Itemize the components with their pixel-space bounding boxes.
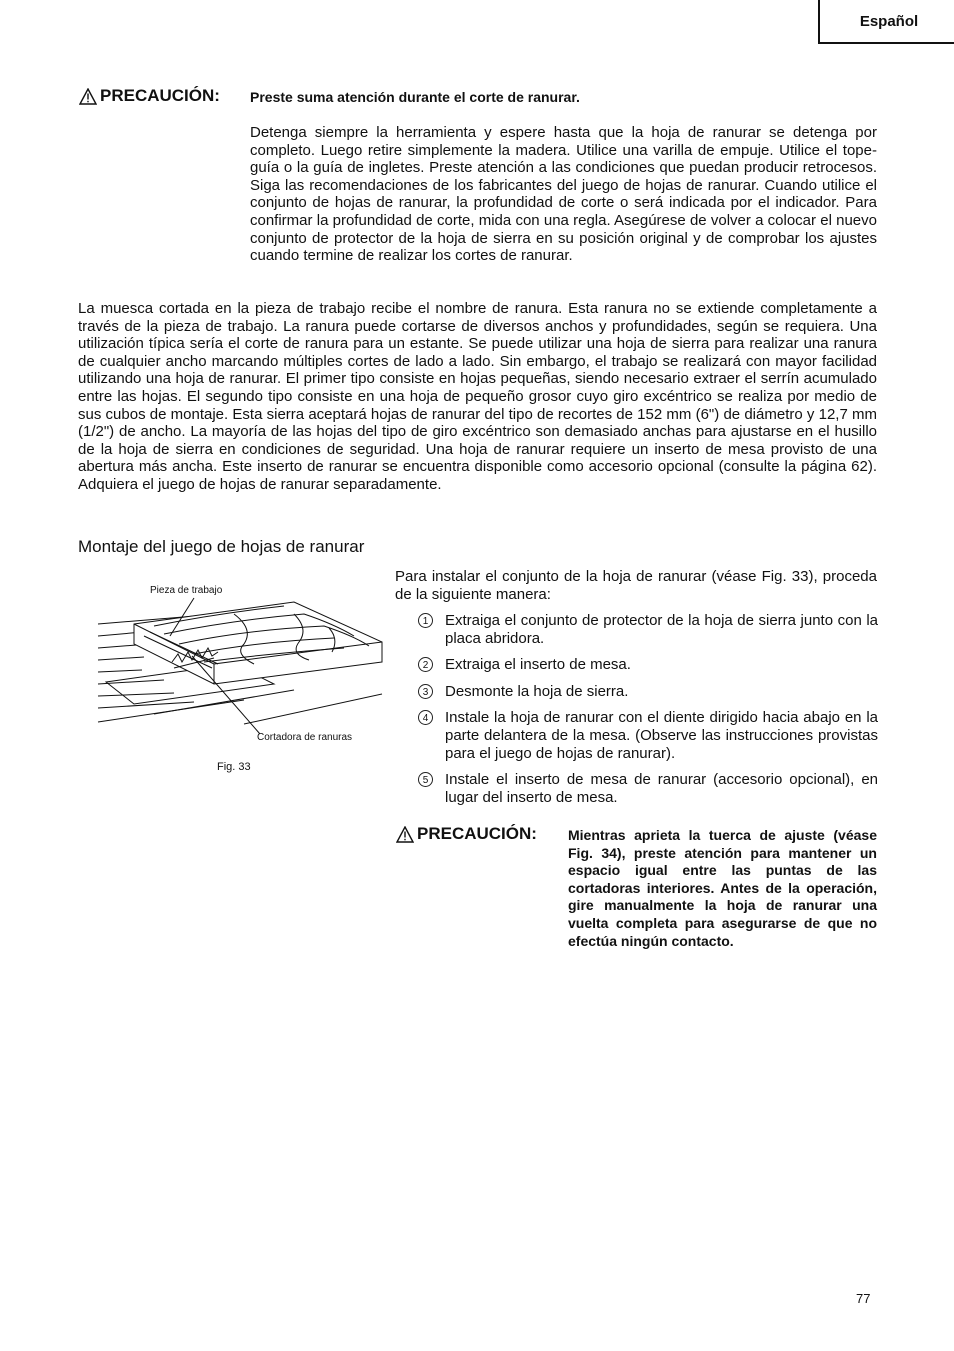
step-text: Instale la hoja de ranurar con el diente dirigido hacia abajo en la parte delantera de la mesa. (Observe las instrucciones provistas para el juego de hojas de ranurar). bbox=[445, 709, 878, 762]
label-workpiece: Pieza de trabajo bbox=[150, 585, 223, 596]
dado-cut-illustration bbox=[94, 584, 386, 754]
warning-icon bbox=[79, 88, 97, 105]
list-item bbox=[418, 771, 878, 806]
caution-heading bbox=[79, 86, 220, 106]
step-text: Extraiga el inserto de mesa. bbox=[445, 656, 631, 674]
step-number: 2 bbox=[418, 657, 433, 672]
list-item bbox=[418, 656, 878, 674]
caution-label: PRECAUCIÓN: bbox=[100, 86, 220, 105]
section-title: Montaje del juego de hojas de ranurar bbox=[78, 537, 365, 556]
page-number: 77 bbox=[856, 1291, 871, 1306]
section-lead: Para instalar el conjunto de la hoja de ranurar (véase Fig. 33), proceda de la siguiente manera: bbox=[395, 568, 877, 603]
figure-caption: Fig. 33 bbox=[217, 761, 251, 773]
step-number: 1 bbox=[418, 613, 433, 628]
caution-title: Preste suma atención durante el corte de ranurar. bbox=[250, 89, 580, 105]
caution-heading bbox=[396, 824, 537, 844]
step-number: 4 bbox=[418, 710, 433, 725]
intro-paragraph: La muesca cortada en la pieza de trabajo recibe el nombre de ranura. Esta ranura no se extiende completamente a través de la pieza de trabajo. La ranura puede cortarse de diversos anchos y profundidades, según se requiera. Una utilización típica sería el corte de ranura para un estante. Se puede utilizar una hoja de sierra para realizar una ranura de cualquier ancho marcando múltiples cortes de lado a lado. Sin embargo, el trabajo se realizará con mayor facilidad utilizando una hoja de ranurar. El primer tipo consiste en hojas pequeñas, siendo necesario extraer el serrín acumulado entre las hojas. El segundo tipo consiste en una hoja de pequeño grosor cuyo giro excéntrico se realiza por medio de sus cubos de montaje. Esta sierra aceptará hojas de ranurar del tipo de recortes de 152 mm (6") de diámetro y 12,7 mm (1/2") de ancho. La mayoría de las hojas del tipo de giro excéntrico son demasiado anchas para ajustarse en el husillo de la hoja de sierra en condiciones de seguridad. Una hoja de ranurar requiere un inserto de mesa provisto de una abertura más ancha. Este inserto de ranurar se encuentra disponible como accesorio opcional (consulte la página 62). Adquiera el juego de hojas de ranurar separadamente. bbox=[78, 300, 877, 493]
language-tab: Español bbox=[818, 0, 954, 44]
step-number: 5 bbox=[418, 772, 433, 787]
caution-body: Mientras aprieta la tuerca de ajuste (véase Fig. 34), preste atención para mantener un espacio igual entre las puntas de las cortadoras interiores. Antes de la operación, gire manualmente la hoja de ranurar una vuelta completa para asegurarse de que no efectúa ningún contacto. bbox=[568, 827, 877, 949]
list-item bbox=[418, 612, 878, 647]
steps-list bbox=[418, 612, 878, 815]
list-item bbox=[418, 683, 878, 701]
caution-label: PRECAUCIÓN: bbox=[417, 824, 537, 843]
caution-body: Detenga siempre la herramienta y espere hasta que la hoja de ranurar se detenga por completo. Luego retire simplemente la madera. Utilice una varilla de empuje. Utilice el tope-guía o la guía de ingletes. Preste atención a las condiciones que puedan producir retrocesos. Siga las recomendaciones de los fabricantes del juego de hojas de ranurar. Cuando utilice el conjunto de hojas de ranurar, la profundidad de corte o será indicada por el indicador. Para confirmar la profundidad de corte, mida con una regla. Asegúrese de volver a colocar el nuevo conjunto de protector de la hoja de sierra en su posición original y de comprobar los ajustes cuando termine de realizar los cortes de ranurar. bbox=[250, 124, 877, 265]
list-item bbox=[418, 709, 878, 762]
step-text: Extraiga el conjunto de protector de la hoja de sierra junto con la placa abridora. bbox=[445, 612, 878, 647]
warning-icon bbox=[396, 826, 414, 843]
label-cutter: Cortadora de ranuras bbox=[257, 732, 353, 743]
step-text: Instale el inserto de mesa de ranurar (accesorio opcional), en lugar del inserto de mesa. bbox=[445, 771, 878, 806]
step-text: Desmonte la hoja de sierra. bbox=[445, 682, 629, 700]
figure-33 bbox=[94, 584, 386, 754]
step-number: 3 bbox=[418, 684, 433, 699]
